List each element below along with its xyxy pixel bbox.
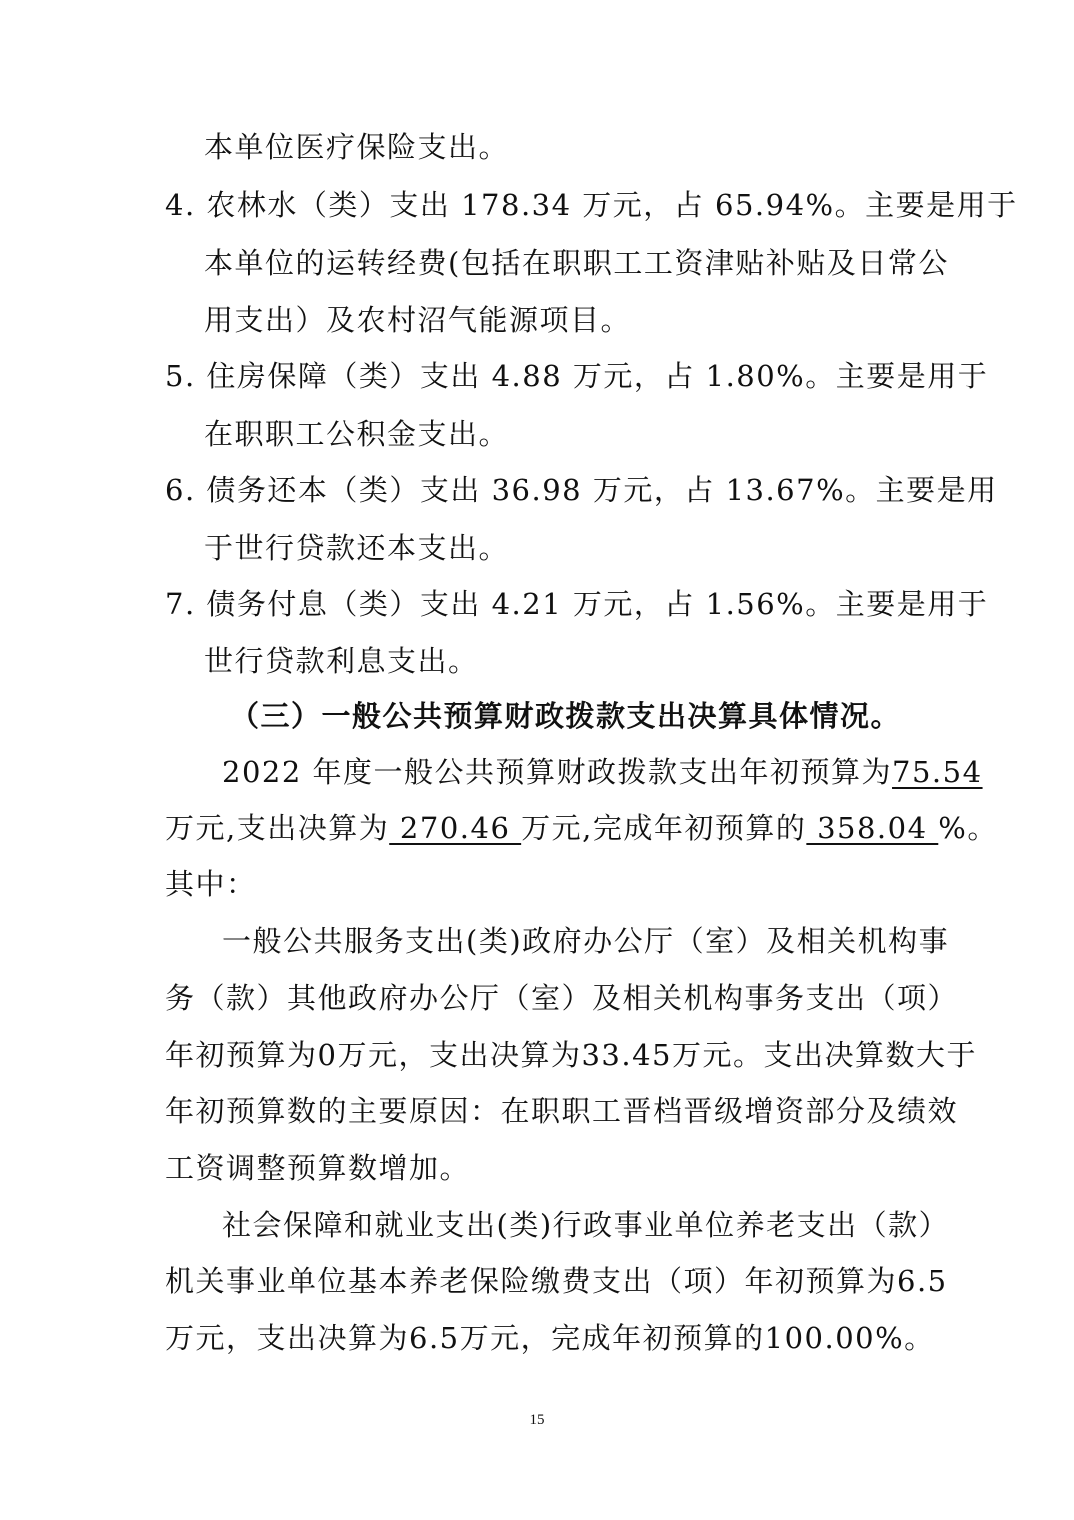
text-line: 用支出）及农村沼气能源项目。 bbox=[204, 303, 632, 337]
paragraph-line: 机关事业单位基本养老保险缴费支出（项）年初预算为6.5 bbox=[165, 1264, 948, 1298]
budget-value: 75.54 bbox=[892, 755, 983, 789]
text-line: 世行贷款利息支出。 bbox=[204, 644, 479, 678]
paragraph-line: 其中： bbox=[165, 867, 257, 901]
text-segment: 2022 年度一般公共预算财政拨款支出年初预算为 bbox=[222, 755, 893, 789]
list-item-5: 5. 住房保障（类）支出 4.88 万元，占 1.80%。主要是用于 bbox=[165, 359, 989, 393]
list-item-6: 6. 债务还本（类）支出 36.98 万元，占 13.67%。主要是用 bbox=[165, 473, 998, 507]
text-line: 本单位的运转经费(包括在职职工工资津贴补贴及日常公 bbox=[204, 246, 949, 280]
completion-rate-value: 358.04 bbox=[806, 811, 939, 845]
list-item-4: 4. 农林水（类）支出 178.34 万元，占 65.94%。主要是用于 bbox=[165, 188, 1018, 222]
paragraph-line: 年初预算数的主要原因：在职职工晋档晋级增资部分及绩效 bbox=[165, 1094, 959, 1128]
list-item-7: 7. 债务付息（类）支出 4.21 万元，占 1.56%。主要是用于 bbox=[165, 587, 989, 621]
final-accounts-value: 270.46 bbox=[389, 811, 522, 845]
section-heading: （三）一般公共预算财政拨款支出决算具体情况。 bbox=[230, 699, 902, 733]
paragraph-line: 社会保障和就业支出(类)行政事业单位养老支出（款） bbox=[222, 1208, 950, 1242]
paragraph-line: 一般公共服务支出(类)政府办公厅（室）及相关机构事 bbox=[222, 924, 950, 958]
text-line: 本单位医疗保险支出。 bbox=[204, 130, 510, 164]
text-line: 于世行贷款还本支出。 bbox=[204, 531, 510, 565]
paragraph-line: 万元，支出决算为6.5万元，完成年初预算的100.00%。 bbox=[165, 1321, 935, 1355]
text-line: 在职职工公积金支出。 bbox=[204, 417, 510, 451]
paragraph-line: 年初预算为0万元，支出决算为33.45万元。支出决算数大于 bbox=[165, 1038, 977, 1072]
paragraph-line bbox=[222, 752, 983, 792]
paragraph-line: 务（款）其他政府办公厅（室）及相关机构事务支出（项） bbox=[165, 981, 959, 1015]
text-segment: 万元,完成年初预算的 bbox=[521, 811, 807, 845]
page-number: 15 bbox=[529, 1412, 545, 1428]
paragraph-line bbox=[165, 808, 998, 848]
text-segment: %。 bbox=[938, 811, 998, 845]
paragraph-line: 工资调整预算数增加。 bbox=[165, 1151, 471, 1185]
text-segment: 万元,支出决算为 bbox=[165, 811, 390, 845]
